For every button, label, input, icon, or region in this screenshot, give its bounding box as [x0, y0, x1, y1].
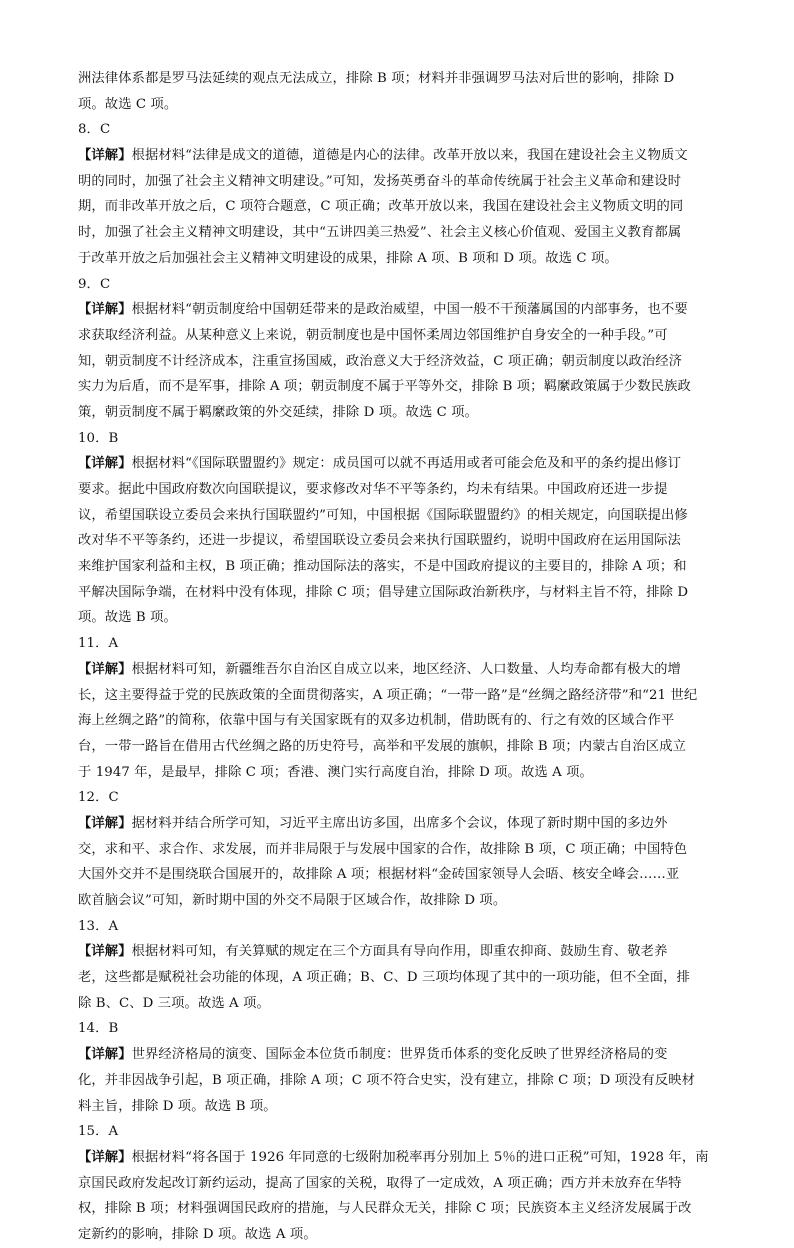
- line-text: 根据材料可知，新疆维吾尔自治区自成立以来，地区经济、人口数量、人均寿命都有极大的增: [131, 661, 681, 677]
- line-text: 根据材料“法律是成文的道德，道德是内心的法律。改革开放以来，我国在建设社会主义物质文: [131, 148, 688, 164]
- text-line: [78, 811, 718, 837]
- text-line: [78, 760, 718, 786]
- text-line: [78, 991, 718, 1017]
- line-text: 定新约的影响，排除 D 项。故选 A 项。: [78, 1226, 317, 1242]
- line-text: 12．C: [78, 790, 119, 806]
- text-line: [78, 965, 718, 991]
- line-text: 求获取经济利益。从某种意义上来说，朝贡制度也是中国怀柔周边邻国维护自身安全的一种手段。”可: [78, 327, 668, 343]
- line-text: 时，加强了社会主义精神文明建设，其中“五讲四美三热爱”、社会主义核心价值观、爱国主义教育都属: [78, 225, 682, 241]
- line-text: 13．A: [78, 918, 119, 934]
- text-line: [78, 503, 718, 529]
- explanation-tag: 【详解】: [78, 815, 132, 831]
- line-text: 项。故选 C 项。: [78, 96, 178, 112]
- line-text: 14．B: [78, 1021, 119, 1037]
- line-text: 策，朝贡制度不属于羁縻政策的外交延续，排除 D 项。故选 C 项。: [78, 404, 479, 420]
- text-line: [78, 862, 718, 888]
- text-line: [78, 683, 718, 709]
- line-text: 改对华不平等条约，还进一步提议，希望国联设立委员会来执行国联盟约，说明中国政府在运用国际法: [78, 533, 681, 549]
- text-line: [78, 92, 718, 118]
- line-text: 项。故选 B 项。: [78, 610, 177, 626]
- explanation-tag: 【详解】: [78, 944, 132, 960]
- text-line: [78, 657, 718, 683]
- text-line: [78, 914, 718, 940]
- text-line: [78, 143, 718, 169]
- text-line: [78, 297, 718, 323]
- line-text: 欧首脑会议”可知，新时期中国的外交不局限于区域合作，故排除 D 项。: [78, 893, 507, 908]
- text-line: [78, 1068, 718, 1094]
- line-text: 于改革开放之后加强社会主义精神文明建设的成果，排除 A 项、B 项和 D 项。故选 C 项。: [78, 250, 618, 266]
- text-line: [78, 194, 718, 220]
- text-line: [78, 888, 718, 914]
- explanation-tag: 【详解】: [78, 456, 132, 472]
- line-text: 根据材料可知，有关算赋的规定在三个方面具有导向作用，即重农抑商、鼓励生育、敬老养: [131, 944, 668, 960]
- line-text: 10．B: [78, 430, 119, 446]
- text-line: [78, 528, 718, 554]
- explanation-tag: 【详解】: [78, 1047, 132, 1063]
- line-text: 根据材料“朝贡制度给中国朝廷带来的是政治威望，中国一般不干预藩属国的内部事务，也不要: [131, 302, 688, 318]
- line-text: 据材料并结合所学可知，习近平主席出访多国，出席多个会议，体现了新时期中国的多边外: [131, 815, 668, 831]
- text-line: [78, 1094, 718, 1120]
- line-text: 期，而非改革开放之后，C 项符合题意，C 项正确；改革开放以来，我国在建设社会主义物质文明的同: [78, 199, 684, 215]
- line-text: 8．C: [78, 122, 111, 138]
- answer-explanations: [78, 66, 718, 1248]
- text-line: [78, 631, 718, 657]
- text-line: [78, 1016, 718, 1042]
- line-text: 11．A: [78, 636, 119, 652]
- text-line: [78, 1171, 718, 1197]
- line-text: 大国外交并不是围绕联合国展开的，故排除 A 项；根据材料“金砖国家领导人会晤、核安全峰会……亚: [78, 867, 680, 883]
- line-text: 交，求和平、求合作、求发展，而并非局限于与发展中国家的合作，故排除 B 项，C 项正确；中国特色: [78, 841, 688, 857]
- line-text: 京国民政府发起改订新约运动，提高了国家的关税，取得了一定成效，A 项正确；西方并未放弃在华特: [78, 1175, 682, 1191]
- text-line: [78, 1145, 718, 1171]
- text-line: [78, 169, 718, 195]
- line-text: 权，排除 B 项；材料强调国民政府的措施，与人民群众无关，排除 C 项；民族资本主义经济发展属于改: [78, 1201, 692, 1217]
- line-text: 根据材料“将各国于 1926 年同意的七级附加税率再分别加上 5％的进口正税”可知，1928 年，南: [131, 1149, 709, 1165]
- line-text: 知，朝贡制度不计经济成本，注重宣扬国威，政治意义大于经济效益，C 项正确；朝贡制度以政治经济: [78, 353, 683, 369]
- line-text: 议，希望国联设立委员会来执行国联盟约”可知，中国根据《国际联盟盟约》的相关规定，向国联提出修: [78, 507, 688, 523]
- text-line: [78, 1222, 718, 1248]
- text-line: [78, 1196, 718, 1222]
- line-text: 除 B、C、D 三项。故选 A 项。: [78, 995, 270, 1011]
- line-text: 根据材料“《国际联盟盟约》规定：成员国可以就不再适用或者可能会危及和平的条约提出修订: [131, 456, 682, 472]
- line-text: 老，这些都是赋税社会功能的体现，A 项正确；B、C、D 三项均体现了其中的一项功能，但不全面，排: [78, 970, 690, 986]
- line-text: 15．A: [78, 1124, 119, 1140]
- line-text: 来维护国家利益和主权，B 项正确；推动国际法的落实，不是中国政府提议的主要目的，排除 A 项；和: [78, 559, 687, 575]
- text-line: [78, 246, 718, 272]
- line-text: 9．C: [78, 276, 111, 292]
- text-line: [78, 66, 718, 92]
- line-text: 平解决国际争端，在材料中没有体现，排除 C 项；倡导建立国际政治新秩序，与材料主旨不符，排除 D: [78, 584, 689, 600]
- line-text: 海上丝绸之路”的简称，依靠中国与有关国家既有的双多边机制，借助既有的、行之有效的区域合作平: [78, 713, 675, 729]
- line-text: 实力为后盾，而不是军事，排除 A 项；朝贡制度不属于平等外交，排除 B 项；羁縻政策属于少数民族政: [78, 379, 691, 395]
- text-line: [78, 939, 718, 965]
- text-line: [78, 426, 718, 452]
- explanation-tag: 【详解】: [78, 1149, 132, 1165]
- line-text: 世界经济格局的演变、国际金本位货币制度：世界货币体系的变化反映了世界经济格局的变: [131, 1047, 668, 1063]
- line-text: 料主旨，排除 D 项。故选 B 项。: [78, 1098, 277, 1114]
- text-line: [78, 272, 718, 298]
- explanation-tag: 【详解】: [78, 148, 132, 164]
- explanation-tag: 【详解】: [78, 661, 132, 677]
- line-text: 要求。据此中国政府数次向国联提议，要求修改对华不平等条约，均未有结果。中国政府还进一步提: [78, 482, 668, 497]
- text-line: [78, 554, 718, 580]
- text-line: [78, 451, 718, 477]
- line-text: 化，并非因战争引起，B 项正确，排除 A 项；C 项不符合史实，没有建立，排除 C 项；D 项没有反映材: [78, 1072, 696, 1088]
- text-line: [78, 374, 718, 400]
- text-line: [78, 220, 718, 246]
- text-line: [78, 734, 718, 760]
- text-line: [78, 117, 718, 143]
- text-line: [78, 1042, 718, 1068]
- text-line: [78, 400, 718, 426]
- text-line: [78, 708, 718, 734]
- line-text: 明的同时，加强了社会主义精神文明建设。”可知，发扬英勇奋斗的革命传统属于社会主义革命和建设时: [78, 173, 682, 189]
- text-line: [78, 605, 718, 631]
- text-line: [78, 323, 718, 349]
- line-text: 于 1947 年，是最早，排除 C 项；香港、澳门实行高度自治，排除 D 项。故选 A 项。: [78, 764, 593, 780]
- text-line: [78, 1119, 718, 1145]
- line-text: 台，一带一路旨在借用古代丝绸之路的历史符号，高举和平发展的旗帜，排除 B 项；内蒙古自治区成立: [78, 738, 686, 754]
- text-line: [78, 837, 718, 863]
- text-line: [78, 785, 718, 811]
- line-text: 洲法律体系都是罗马法延续的观点无法成立，排除 B 项；材料并非强调罗马法对后世的影响，排除 D: [78, 71, 675, 86]
- line-text: 长，这主要得益于党的民族政策的全面贯彻落实，A 项正确；“一带一路”是“丝绸之路经济带”和“21 世纪: [78, 687, 698, 703]
- text-line: [78, 349, 718, 375]
- explanation-tag: 【详解】: [78, 302, 132, 318]
- text-line: [78, 580, 718, 606]
- text-line: [78, 477, 718, 503]
